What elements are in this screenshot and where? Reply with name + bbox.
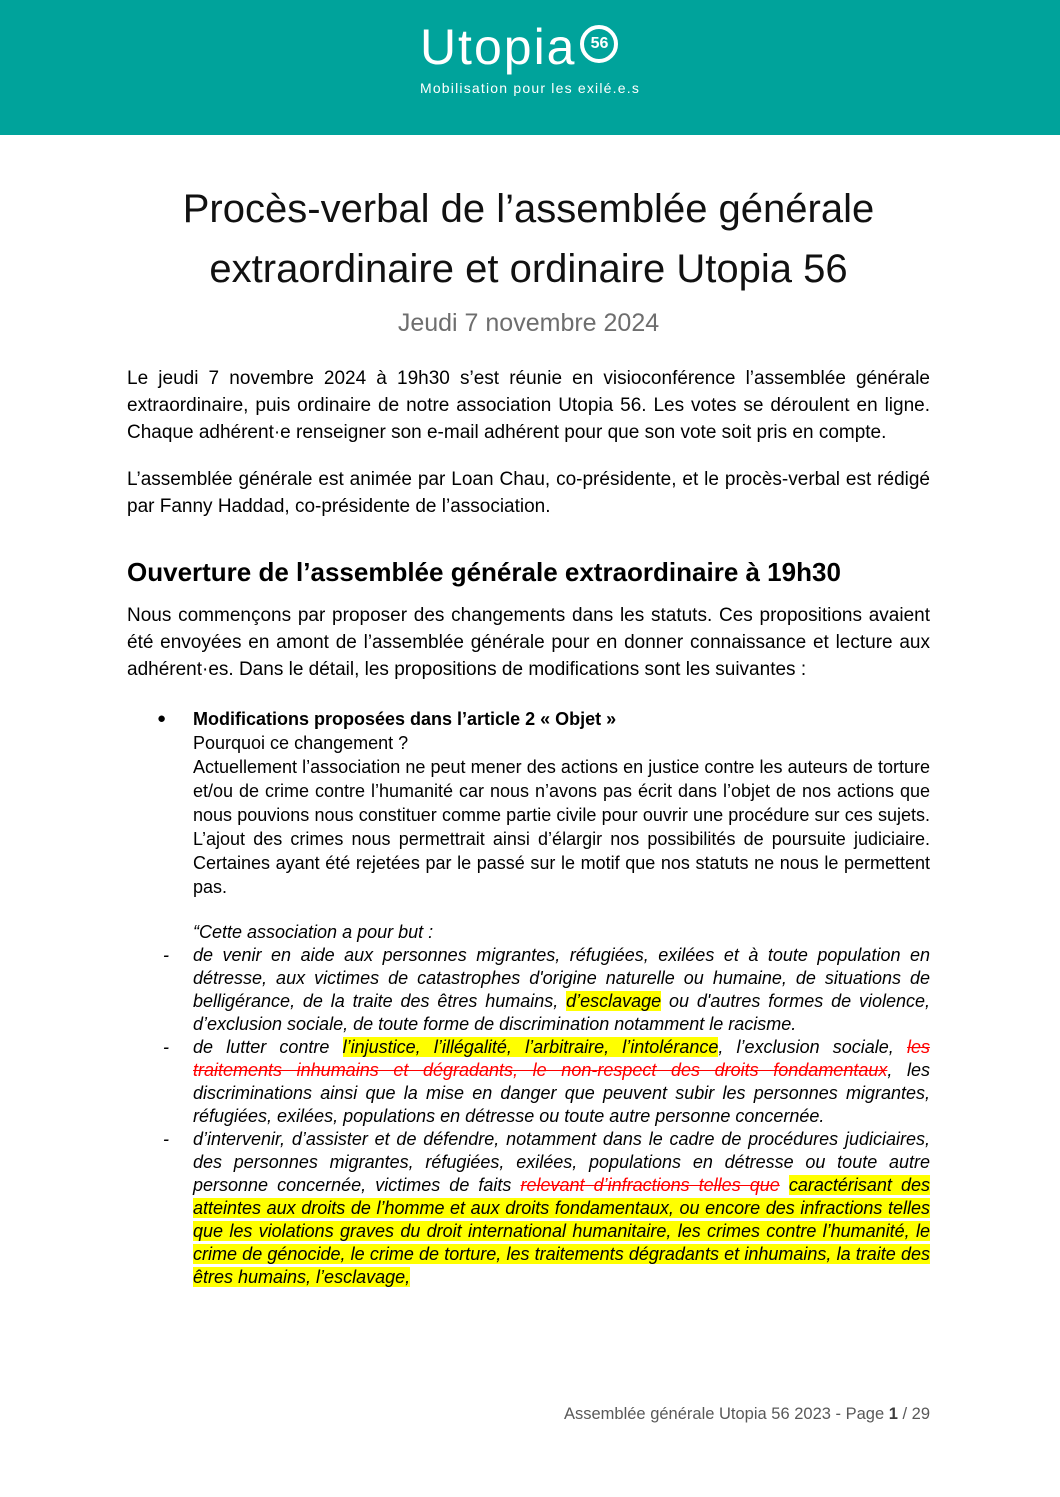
footer-page-number: 1 [888,1405,898,1423]
text-segment-h: caractérisant des atteintes aux droits de l’homme et aux droits fondamentaux, ou encore des infractions telles que les violations graves du droit international humanitaire, les crimes contre l’humanité, le crime de génocide, le crime de torture, les traitements dégradants et inhumains, la traite des êtres humains, l’esclavage, [193,1175,930,1287]
logo-row [419,19,640,75]
section-heading: Ouverture de l’assemblée générale extraordinaire à 19h30 [127,557,841,587]
header-banner [0,0,1060,135]
page-footer [564,1405,930,1424]
bullet-marker-icon: ● [157,710,167,727]
text-segment-h: l’injustice, l’illégalité, l’arbitraire, l’intolérance [342,1037,719,1057]
statute-quote-intro: “Cette association a pour but : [193,922,434,942]
logo-tagline: Mobilisation pour les exilé.e.s [419,80,641,96]
bullet-title: Modifications proposées dans l’article 2 « Objet » [193,709,617,729]
footer-page-total: / 29 [897,1405,930,1423]
document-title-line1: Procès-verbal de l’assemblée générale [182,187,875,231]
statute-item-fight [127,1036,930,1128]
text-segment-n: de venir en aide aux personnes migrantes, réfugiées, exilées et à toute population en détresse, aux victimes de catastrophes d'origine naturelle ou humaine, de situations de belligérance, de la traite des êtres humains, [193,945,930,1011]
statute-item-intervene [127,1128,930,1289]
document-date: Jeudi 7 novembre 2024 [397,309,660,337]
text-segment-n: de lutter contre [193,1037,343,1057]
text-segment-n: ou d'autres formes de violence, d’exclusion sociale, de toute forme de discrimination notamment le racisme. [193,991,930,1034]
intro-paragraph-1: Le jeudi 7 novembre 2024 à 19h30 s’est réunie en visioconférence l’assemblée générale extraordinaire, puis ordinaire de notre association Utopia 56. Les votes se déroulent en ligne. Chaque adhérent·e renseigner son e-mail adhérent pour que son vote soit pris en compte. [127,368,930,443]
document-content [0,179,1060,1289]
text-segment-n: , les discriminations ainsi que la mise en danger que peuvent subir les personnes migrantes, réfugiées, exilées, populations en détresse ou toute autre personne concernée. [193,1060,930,1126]
statute-item-aid [127,944,930,1036]
logo-56-badge-icon [580,25,618,63]
text-segment-h: d’esclavage [566,991,662,1011]
text-segment-strike: les traitements inhumains et dégradants, le non-respect des droits fondamentaux [193,1037,931,1080]
document-title [127,179,930,299]
document-title-line2: extraordinaire et ordinaire Utopia 56 [209,247,848,291]
text-segment-n: , l’exclusion sociale, [718,1037,907,1057]
bullet-item-article-2 [127,707,930,899]
section-paragraph: Nous commençons par proposer des changements dans les statuts. Ces propositions avaient été envoyées en amont de l’assemblée générale pour en donner connaissance et lecture aux adhérent·es. Dans le détail, les propositions de modifications sont les suivantes : [127,605,930,680]
text-segment-n [780,1175,789,1195]
bullet-question: Pourquoi ce changement ? [193,733,409,753]
intro-paragraph-2: L’assemblée générale est animée par Loan Chau, co-présidente, et le procès-verbal est rédigé par Fanny Haddad, co-présidente de l’association. [127,469,930,517]
logo-badge-number: 56 [590,35,609,52]
text-segment-n: d’intervenir, d’assister et de défendre, notamment dans le cadre de procédures judiciaires, des personnes migrantes, réfugiées, exilées, populations en détresse ou toute autre personne concernée, victimes de faits [193,1129,930,1195]
logo-wordmark: Utopia [419,19,577,75]
statute-quote-list [127,944,930,1289]
utopia-logo [419,19,641,96]
footer-text: Assemblée générale Utopia 56 2023 - Page [563,1405,889,1423]
bullet-explanation: Actuellement l’association ne peut mener des actions en justice contre les auteurs de torture et/ou de crime contre l’humanité car nous n’avons pas écrit dans l’objet de nos actions que nous pouvions nous constituer comme partie civile pour ouvrir une procédure sur ces sujets. L’ajout des crimes nous permettrait ainsi d’élargir nos possibilités de poursuite judiciaire. Certaines ayant été rejetées par le passé sur le motif que nos statuts ne nous le permettent pas. [193,757,930,897]
text-segment-strike: relevant d’infractions telles que [520,1175,780,1195]
